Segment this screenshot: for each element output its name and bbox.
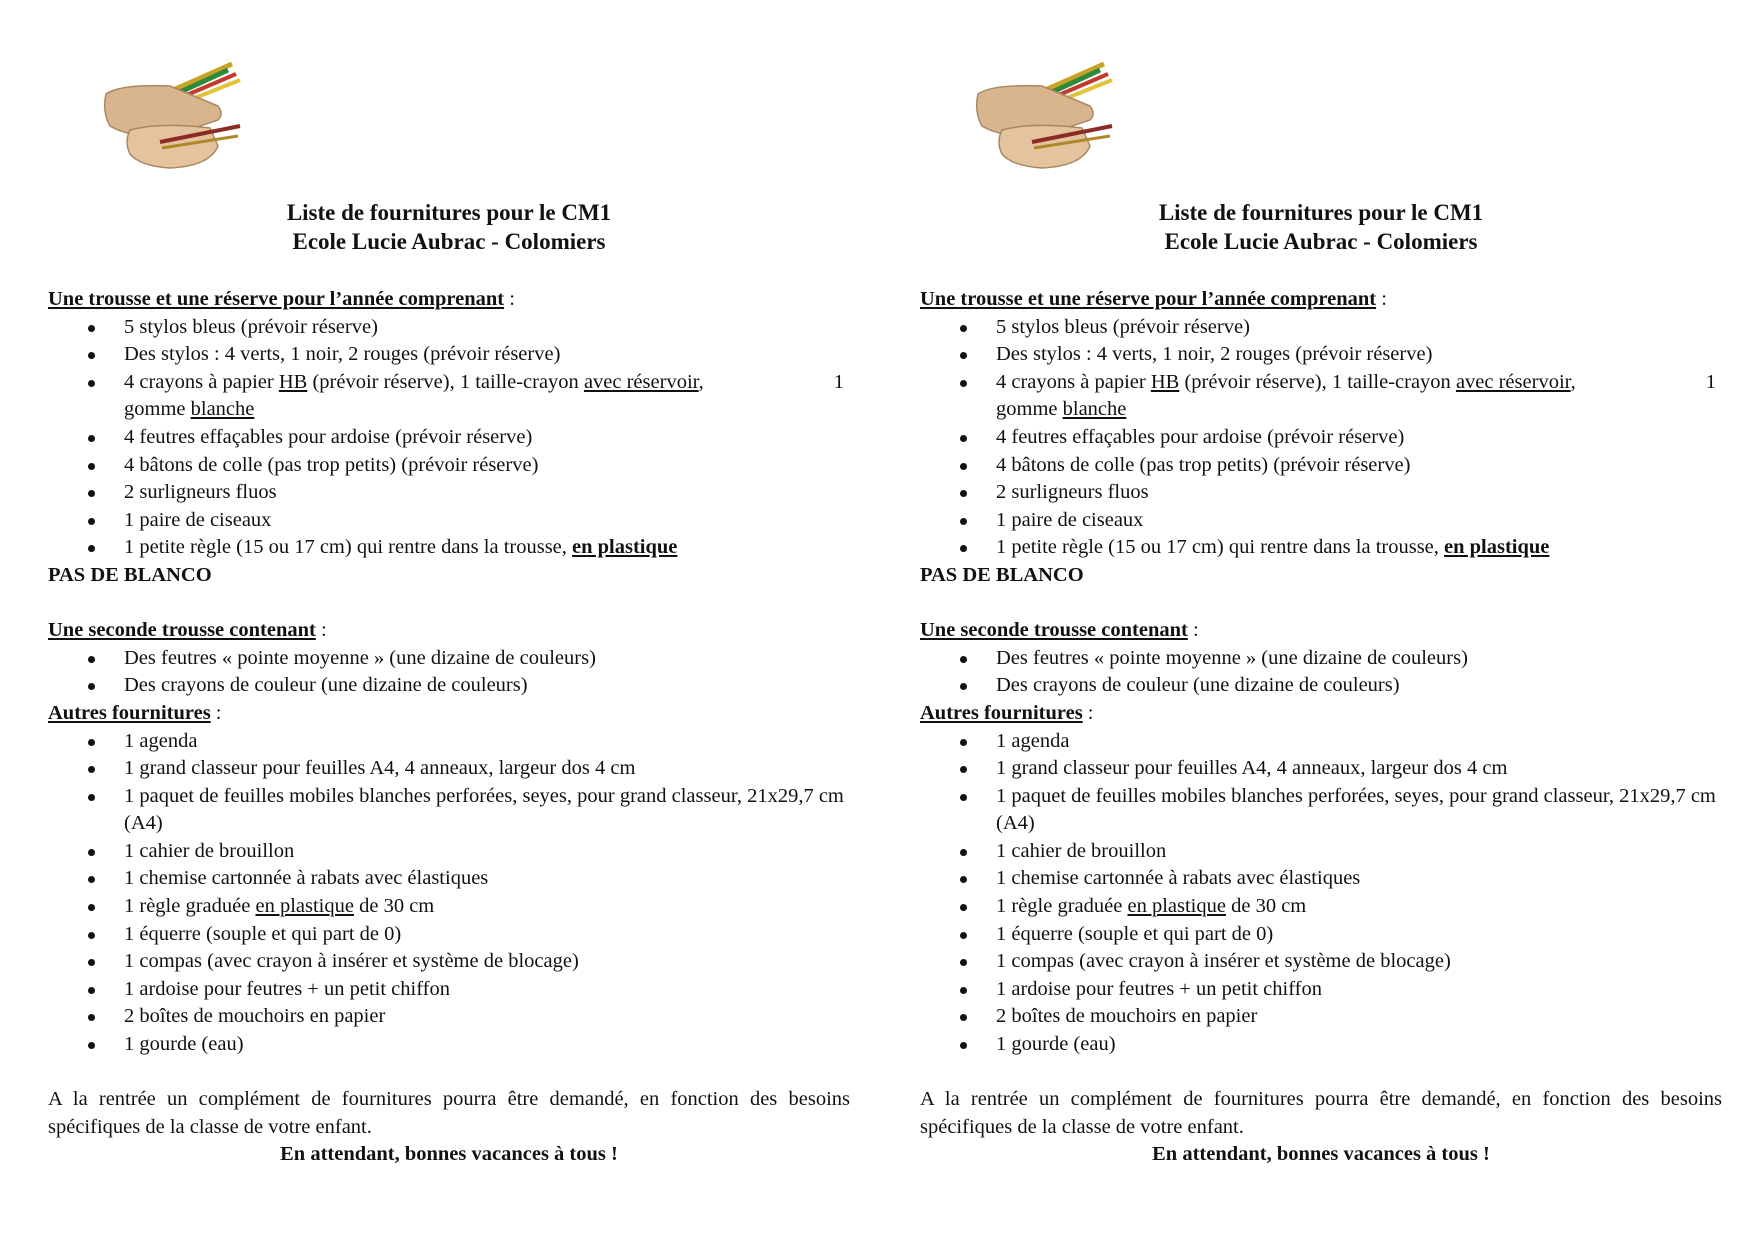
list-item: 2 boîtes de mouchoirs en papier <box>920 1003 1722 1031</box>
list-item: 1 paire de ciseaux <box>920 507 1722 535</box>
title-line-1: Liste de fournitures pour le CM1 <box>286 200 612 225</box>
list-item: Des crayons de couleur (une dizaine de couleurs) <box>920 672 1722 700</box>
list-autres <box>48 728 850 1059</box>
title-line-1: Liste de fournitures pour le CM1 <box>1158 200 1484 225</box>
section-heading-trousse: Une trousse et une réserve pour l’année comprenant : <box>920 288 1387 310</box>
list-item: 4 feutres effaçables pour ardoise (prévoir réserve) <box>48 424 850 452</box>
list-item: 1 paquet de feuilles mobiles blanches perforées, seyes, pour grand classeur, 21x29,7 cm (A4) <box>48 783 850 838</box>
no-whiteout-note: PAS DE BLANCO <box>920 563 1084 586</box>
list-item: 1 règle graduée en plastique de 30 cm <box>920 893 1722 921</box>
list-item: 4 bâtons de colle (pas trop petits) (prévoir réserve) <box>48 452 850 480</box>
list-second-trousse <box>920 645 1722 700</box>
list-item: 1 petite règle (15 ou 17 cm) qui rentre dans la trousse, en plastique <box>48 534 850 562</box>
list-second-trousse <box>48 645 850 700</box>
list-item: 4 crayons à papier HB (prévoir réserve), 1 taille-crayon avec réservoir, 1 gomme blanche <box>48 369 850 424</box>
list-item: 5 stylos bleus (prévoir réserve) <box>920 314 1722 342</box>
list-item: Des feutres « pointe moyenne » (une dizaine de couleurs) <box>48 645 850 673</box>
list-item: Des stylos : 4 verts, 1 noir, 2 rouges (prévoir réserve) <box>920 341 1722 369</box>
supply-content <box>48 286 850 1169</box>
title-line-2: Ecole Lucie Aubrac - Colomiers <box>1164 229 1478 254</box>
section-heading-autres: Autres fournitures : <box>920 701 1094 724</box>
list-item: Des stylos : 4 verts, 1 noir, 2 rouges (prévoir réserve) <box>48 341 850 369</box>
list-trousse <box>48 314 850 562</box>
section-heading-autres: Autres fournitures : <box>48 701 222 724</box>
list-item: 1 équerre (souple et qui part de 0) <box>48 921 850 949</box>
list-item: 4 feutres effaçables pour ardoise (prévoir réserve) <box>920 424 1722 452</box>
list-item: 2 surligneurs fluos <box>920 479 1722 507</box>
list-item: 1 paire de ciseaux <box>48 507 850 535</box>
list-item: 1 petite règle (15 ou 17 cm) qui rentre dans la trousse, en plastique <box>920 534 1722 562</box>
supply-list-right <box>920 0 1722 1240</box>
supply-list-left <box>48 0 850 1240</box>
supply-content <box>920 286 1722 1169</box>
list-item: 1 chemise cartonnée à rabats avec élastiques <box>920 865 1722 893</box>
pencil-case-icon <box>972 56 1120 174</box>
list-item: 1 agenda <box>920 728 1722 756</box>
list-item: 1 cahier de brouillon <box>48 838 850 866</box>
list-item: 1 ardoise pour feutres + un petit chiffon <box>48 976 850 1004</box>
list-item: 4 crayons à papier HB (prévoir réserve), 1 taille-crayon avec réservoir, 1 gomme blanche <box>920 369 1722 424</box>
list-item: Des crayons de couleur (une dizaine de couleurs) <box>48 672 850 700</box>
list-autres <box>920 728 1722 1059</box>
list-item: 4 bâtons de colle (pas trop petits) (prévoir réserve) <box>920 452 1722 480</box>
list-item: 5 stylos bleus (prévoir réserve) <box>48 314 850 342</box>
document-title <box>48 198 850 256</box>
no-whiteout-note: PAS DE BLANCO <box>48 563 212 586</box>
footer-paragraph: A la rentrée un complément de fournitures pourra être demandé, en fonction des besoins spécifiques de la classe de votre enfant. <box>920 1088 1722 1138</box>
list-item: 1 ardoise pour feutres + un petit chiffon <box>920 976 1722 1004</box>
list-item: 1 équerre (souple et qui part de 0) <box>920 921 1722 949</box>
list-item: 1 gourde (eau) <box>920 1031 1722 1059</box>
list-item: 1 gourde (eau) <box>48 1031 850 1059</box>
section-heading-trousse: Une trousse et une réserve pour l’année comprenant : <box>48 288 515 310</box>
list-item: 1 compas (avec crayon à insérer et système de blocage) <box>48 948 850 976</box>
list-item: 1 règle graduée en plastique de 30 cm <box>48 893 850 921</box>
footer-paragraph: A la rentrée un complément de fournitures pourra être demandé, en fonction des besoins spécifiques de la classe de votre enfant. <box>48 1088 850 1138</box>
document-title <box>920 198 1722 256</box>
closing-line: En attendant, bonnes vacances à tous ! <box>280 1143 618 1166</box>
pencil-case-icon <box>100 56 248 174</box>
list-item: Des feutres « pointe moyenne » (une dizaine de couleurs) <box>920 645 1722 673</box>
title-line-2: Ecole Lucie Aubrac - Colomiers <box>292 229 606 254</box>
section-heading-second-trousse: Une seconde trousse contenant : <box>920 619 1199 642</box>
closing-line: En attendant, bonnes vacances à tous ! <box>1152 1143 1490 1166</box>
list-item: 1 paquet de feuilles mobiles blanches perforées, seyes, pour grand classeur, 21x29,7 cm (A4) <box>920 783 1722 838</box>
list-item: 1 grand classeur pour feuilles A4, 4 anneaux, largeur dos 4 cm <box>920 755 1722 783</box>
section-heading-second-trousse: Une seconde trousse contenant : <box>48 619 327 642</box>
list-trousse <box>920 314 1722 562</box>
list-item: 1 compas (avec crayon à insérer et système de blocage) <box>920 948 1722 976</box>
list-item: 1 cahier de brouillon <box>920 838 1722 866</box>
list-item: 1 grand classeur pour feuilles A4, 4 anneaux, largeur dos 4 cm <box>48 755 850 783</box>
list-item: 2 surligneurs fluos <box>48 479 850 507</box>
list-item: 1 agenda <box>48 728 850 756</box>
list-item: 2 boîtes de mouchoirs en papier <box>48 1003 850 1031</box>
list-item: 1 chemise cartonnée à rabats avec élastiques <box>48 865 850 893</box>
